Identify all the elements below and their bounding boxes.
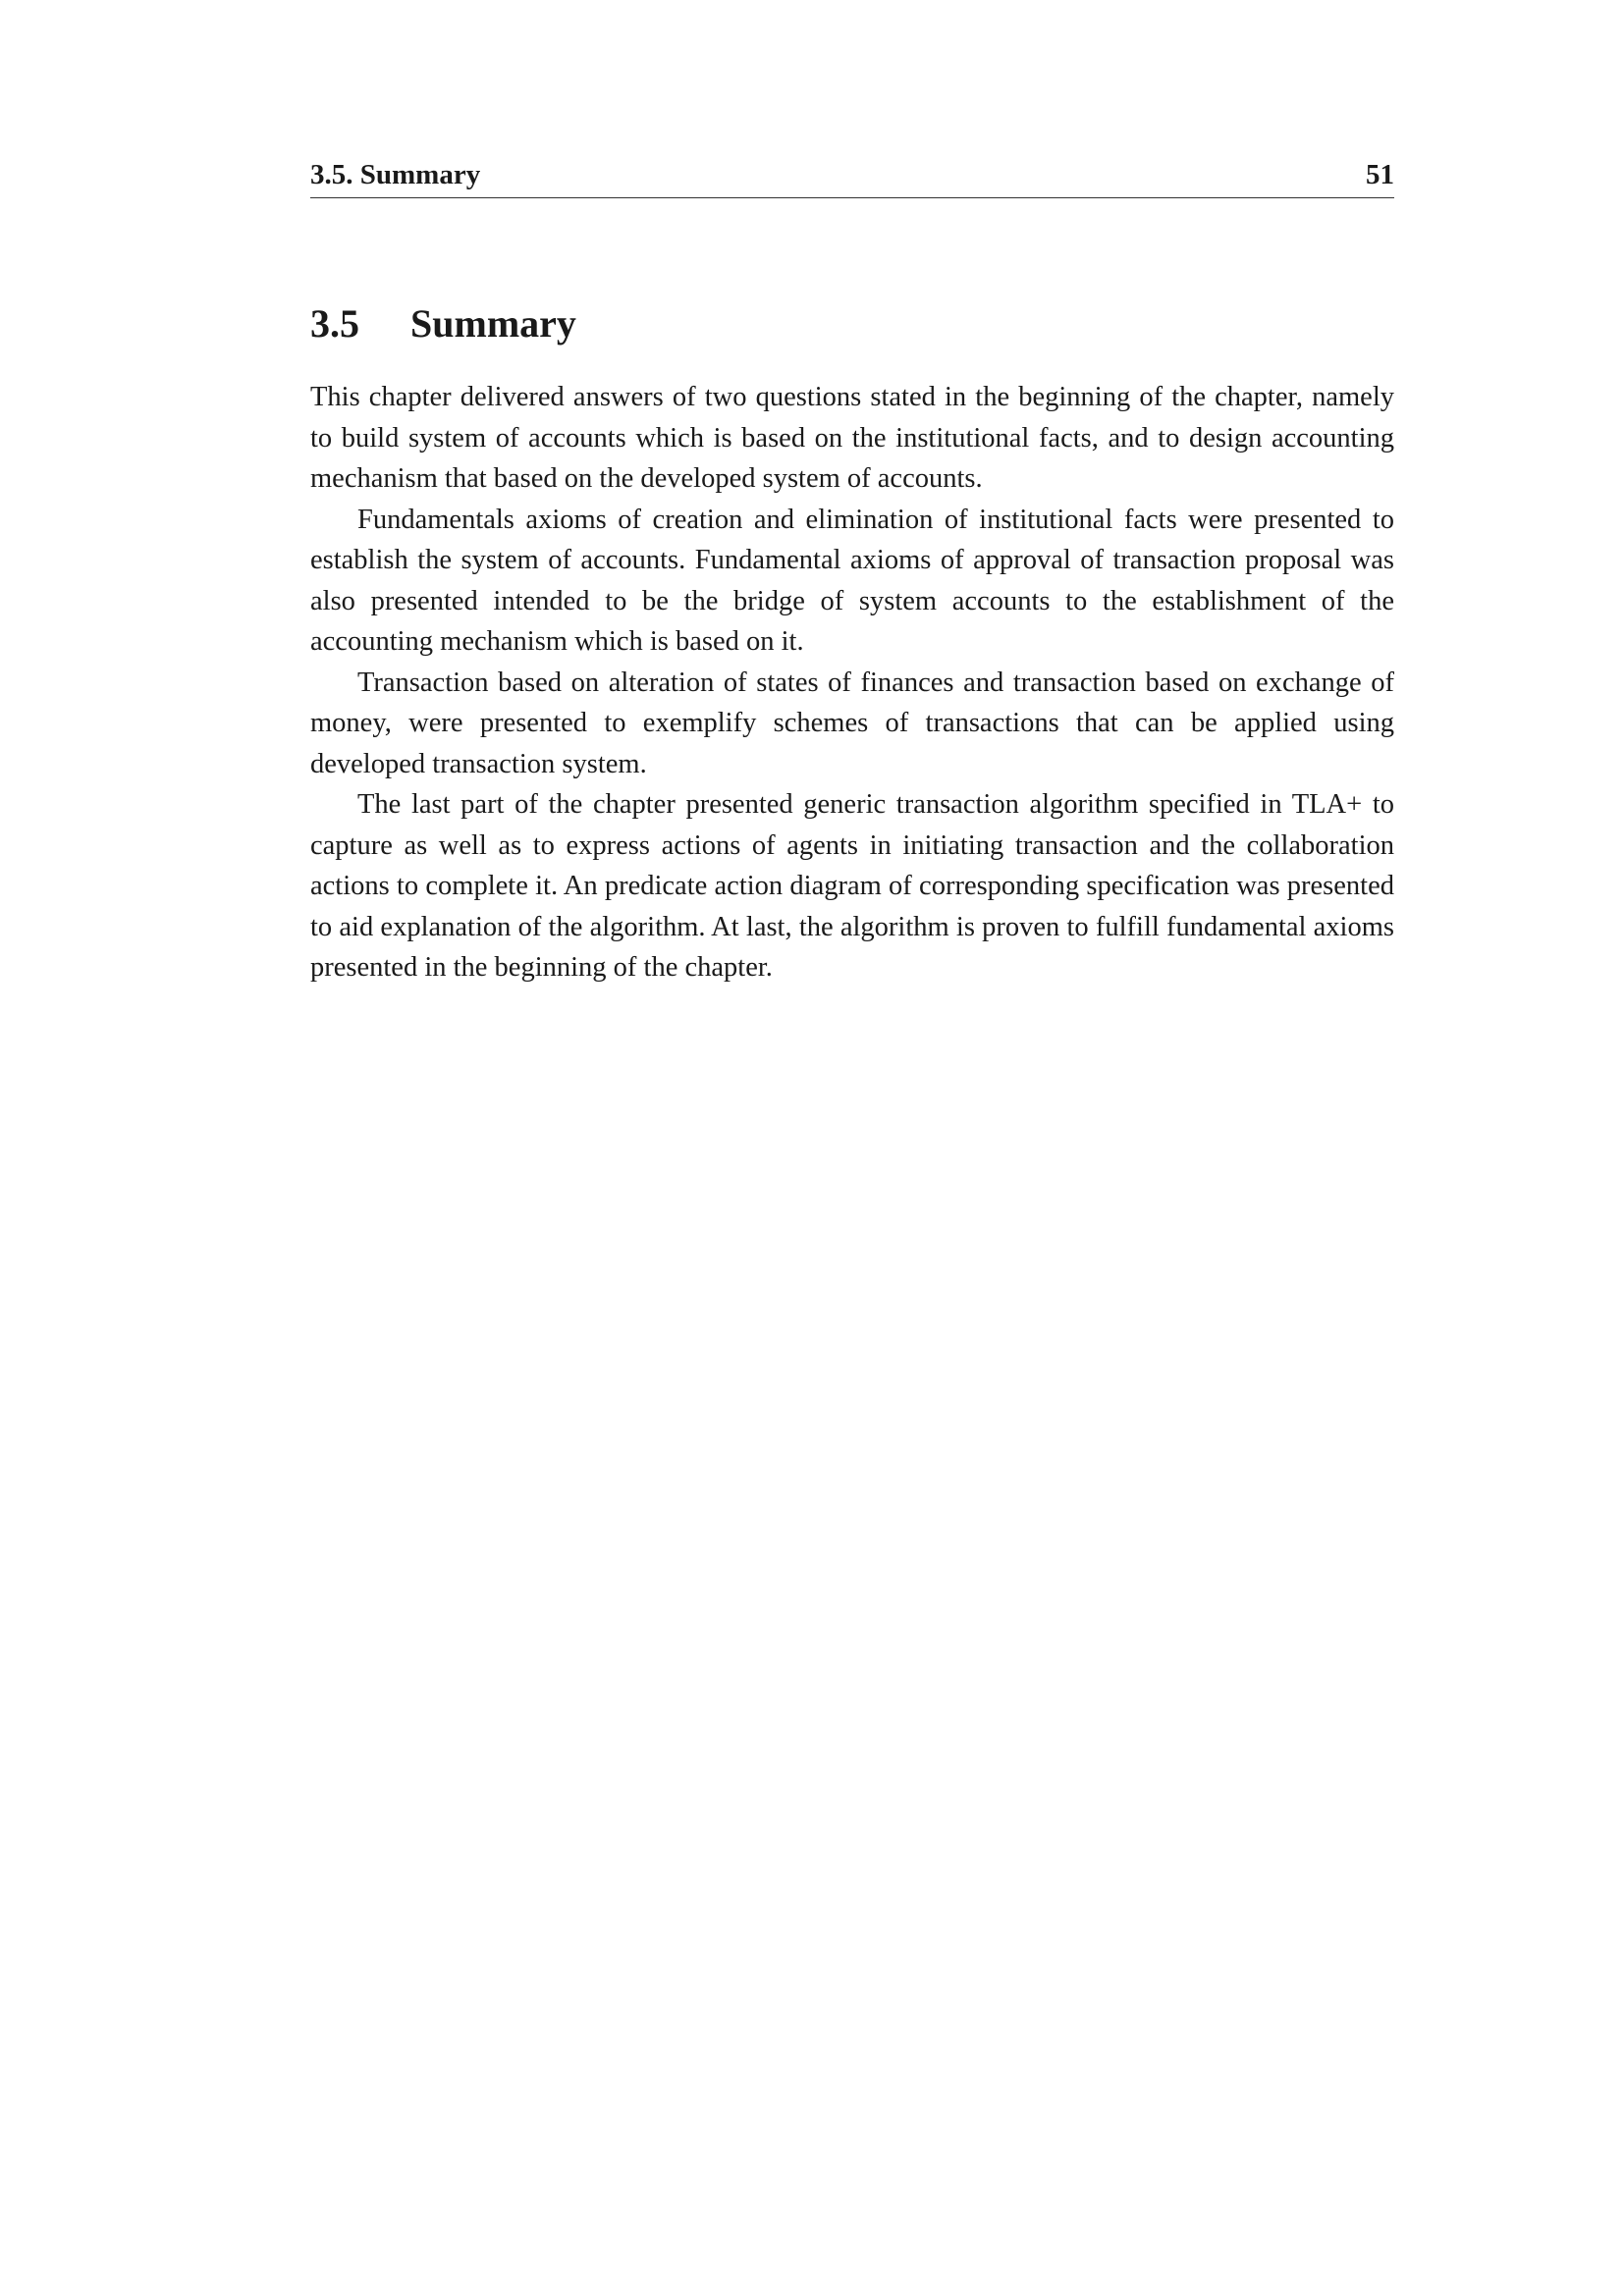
section-heading [310,300,576,347]
paragraph-2: Fundamentals axioms of creation and elimination of institutional facts were presented to establish the system of accounts. Fundamental axioms of approval of transaction proposal was also presented intended to be the bridge of system accounts to the establishment of the accounting mechanism which is based on it. [310,504,1394,657]
running-header [310,157,1394,198]
section-title: Summary [410,301,576,346]
body-text [310,377,1394,988]
running-title: 3.5. Summary [310,159,481,190]
paragraph-3: Transaction based on alteration of states of finances and transaction based on exchange of money, were presented to exemplify schemes of transactions that can be applied using developed transaction system. [310,667,1394,779]
section-number: 3.5 [310,301,359,346]
paragraph-4: The last part of the chapter presented generic transaction algorithm specified in TLA+ to capture as well as to express actions of agents in initiating transaction and the collaboration actions to complete it. An predicate action diagram of corresponding specification was presented to aid explanation of the algorithm. At last, the algorithm is proven to fulfill fundamental axioms presented in the beginning of the chapter. [310,789,1394,983]
paragraph-1: This chapter delivered answers of two questions stated in the beginning of the chapter, namely to build system of accounts which is based on the institutional facts, and to design accounting mechanism that based on the developed system of accounts. [310,382,1394,494]
page-number: 51 [1366,159,1394,190]
